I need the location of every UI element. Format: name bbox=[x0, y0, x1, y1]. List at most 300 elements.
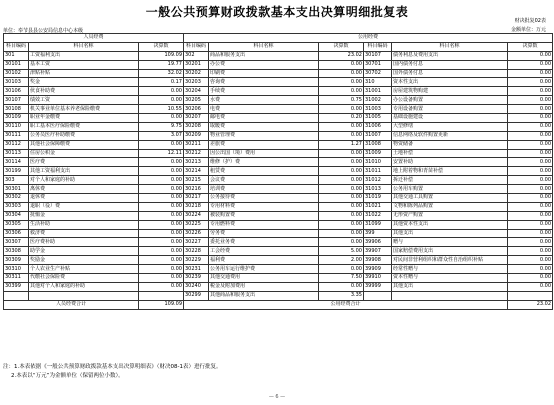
code-cell: 30310 bbox=[4, 265, 29, 274]
table-row bbox=[4, 87, 553, 96]
name-cell: 商品和服务支出 bbox=[209, 51, 319, 60]
amount-cell: 0.00 bbox=[319, 220, 364, 229]
amount-cell: 0.00 bbox=[139, 176, 184, 185]
name-cell: 信息网络及软件购置更新 bbox=[392, 131, 508, 140]
amount-cell: 0.00 bbox=[319, 149, 364, 158]
name-cell: 物资储备 bbox=[392, 140, 508, 149]
code-cell: 30111 bbox=[4, 131, 29, 140]
name-cell: 国外债务付息 bbox=[392, 69, 508, 78]
amount-cell: 0.00 bbox=[139, 202, 184, 211]
table-row bbox=[4, 211, 553, 220]
code-cell: 30218 bbox=[184, 202, 209, 211]
code-cell: 30308 bbox=[4, 247, 29, 256]
table-code: 财决批复02表 bbox=[514, 18, 546, 24]
code-cell: 30199 bbox=[4, 167, 29, 176]
table-row bbox=[4, 256, 553, 265]
amount-cell: 0.00 bbox=[139, 185, 184, 194]
name-cell: 其他支出 bbox=[392, 282, 508, 291]
code-cell: 30304 bbox=[4, 211, 29, 220]
personnel-total-label: 人员经费合计 bbox=[4, 300, 139, 309]
code-cell: 30303 bbox=[4, 202, 29, 211]
code-cell: 30231 bbox=[184, 265, 209, 274]
amount-cell: 0.00 bbox=[508, 105, 553, 114]
name-cell: 经常性赠与 bbox=[392, 265, 508, 274]
name-cell: 其他对个人和家庭的补助 bbox=[29, 282, 139, 291]
amount-cell: 0.00 bbox=[319, 131, 364, 140]
table-body bbox=[4, 51, 553, 300]
table-row bbox=[4, 149, 553, 158]
code-cell: 31099 bbox=[364, 220, 392, 229]
amount-cell: 0.00 bbox=[139, 265, 184, 274]
code-header: 科目编码 bbox=[364, 42, 392, 51]
amount-cell: 0.00 bbox=[508, 185, 553, 194]
table-row bbox=[4, 185, 553, 194]
code-cell: 39908 bbox=[364, 256, 392, 265]
money-unit: 金额单位：万元 bbox=[510, 27, 546, 33]
code-cell: 30203 bbox=[184, 78, 209, 87]
code-cell: 31013 bbox=[364, 185, 392, 194]
name-cell: 水费 bbox=[209, 96, 319, 105]
notes bbox=[3, 363, 221, 381]
code-cell: 30208 bbox=[184, 122, 209, 131]
code-cell: 302 bbox=[184, 51, 209, 60]
amount-cell: 0.00 bbox=[508, 238, 553, 247]
code-cell: 30108 bbox=[4, 105, 29, 114]
page-number: — 6 — bbox=[268, 394, 286, 400]
amount-cell: 0.00 bbox=[139, 158, 184, 167]
unit-label: 单位：奉节县县公安局信息中心本级 bbox=[3, 28, 84, 34]
code-cell: 30240 bbox=[184, 282, 209, 291]
table-row bbox=[4, 220, 553, 229]
code-cell: 30106 bbox=[4, 87, 29, 96]
amount-cell: 0.17 bbox=[139, 78, 184, 87]
amount-cell: 0.00 bbox=[139, 114, 184, 123]
code-cell: 30110 bbox=[4, 122, 29, 131]
code-cell: 31008 bbox=[364, 140, 392, 149]
amount-cell: 0.00 bbox=[139, 194, 184, 203]
table-row bbox=[4, 78, 553, 87]
amount-header: 决算数 bbox=[508, 42, 553, 51]
amount-cell: 0.00 bbox=[319, 69, 364, 78]
amount-cell: 0.00 bbox=[508, 282, 553, 291]
name-cell: 物业管理费 bbox=[209, 131, 319, 140]
amount-cell: 0.00 bbox=[508, 149, 553, 158]
table-row bbox=[4, 167, 553, 176]
name-cell: 伙食补助费 bbox=[29, 87, 139, 96]
amount-cell: 12.11 bbox=[139, 149, 184, 158]
name-cell: 专用材料费 bbox=[209, 202, 319, 211]
code-cell: 31003 bbox=[364, 105, 392, 114]
amount-cell: 0.00 bbox=[508, 122, 553, 131]
code-cell: 30113 bbox=[4, 149, 29, 158]
code-cell: 30213 bbox=[184, 158, 209, 167]
amount-cell: 0.00 bbox=[319, 238, 364, 247]
amount-cell: 0.00 bbox=[319, 167, 364, 176]
code-cell: 30109 bbox=[4, 114, 29, 123]
table-row bbox=[4, 282, 553, 291]
amount-cell: 0.00 bbox=[319, 211, 364, 220]
amount-cell: 0.00 bbox=[508, 220, 553, 229]
code-cell: 30227 bbox=[184, 238, 209, 247]
name-cell: 租赁费 bbox=[209, 167, 319, 176]
name-cell: 奖励金 bbox=[29, 256, 139, 265]
code-cell: 39999 bbox=[364, 282, 392, 291]
amount-cell: 0.00 bbox=[508, 69, 553, 78]
table-row bbox=[4, 176, 553, 185]
name-cell: 公务用车购置 bbox=[392, 185, 508, 194]
amount-cell: 0.00 bbox=[139, 256, 184, 265]
code-cell: 30209 bbox=[184, 131, 209, 140]
code-cell: 31011 bbox=[364, 167, 392, 176]
amount-cell: 0.00 bbox=[319, 60, 364, 69]
amount-cell bbox=[508, 291, 553, 300]
amount-cell: 0.00 bbox=[319, 194, 364, 203]
table-row bbox=[4, 131, 553, 140]
name-cell: 大型修缮 bbox=[392, 122, 508, 131]
amount-cell: 7.50 bbox=[319, 274, 364, 283]
code-cell: 30205 bbox=[184, 96, 209, 105]
amount-cell: 0.00 bbox=[139, 96, 184, 105]
amount-cell: 0.00 bbox=[319, 202, 364, 211]
name-cell: 机关事业单位基本养老保险缴费 bbox=[29, 105, 139, 114]
name-header: 科目名称 bbox=[29, 42, 139, 51]
name-cell: 绩效工资 bbox=[29, 96, 139, 105]
name-cell: 无形资产购置 bbox=[392, 211, 508, 220]
name-cell: 税金及附加费用 bbox=[209, 282, 319, 291]
amount-cell: 0.00 bbox=[139, 167, 184, 176]
code-cell: 30307 bbox=[4, 238, 29, 247]
name-cell: 助学金 bbox=[29, 247, 139, 256]
table-row bbox=[4, 274, 553, 283]
name-cell: 其他支出 bbox=[392, 229, 508, 238]
code-cell: 30217 bbox=[184, 194, 209, 203]
amount-cell: 0.00 bbox=[319, 229, 364, 238]
code-cell: 30101 bbox=[4, 60, 29, 69]
name-cell: 其他工资福利支出 bbox=[29, 167, 139, 176]
code-cell: 30202 bbox=[184, 69, 209, 78]
personnel-total-value: 109.09 bbox=[139, 300, 184, 309]
code-cell: 399 bbox=[364, 229, 392, 238]
name-cell: 医疗费补助 bbox=[29, 238, 139, 247]
amount-cell: 0.00 bbox=[508, 60, 553, 69]
amount-cell: 0.00 bbox=[139, 229, 184, 238]
name-cell: 印刷费 bbox=[209, 69, 319, 78]
table-row bbox=[4, 194, 553, 203]
amount-cell: 0.00 bbox=[508, 87, 553, 96]
table-row bbox=[4, 140, 553, 149]
name-cell: 工会经费 bbox=[209, 247, 319, 256]
code-cell bbox=[364, 291, 392, 300]
amount-cell: 0.00 bbox=[319, 87, 364, 96]
table-row bbox=[4, 60, 553, 69]
amount-cell: 32.02 bbox=[139, 69, 184, 78]
name-cell: 维修（护）费 bbox=[209, 158, 319, 167]
code-cell: 30302 bbox=[4, 194, 29, 203]
name-cell: 退职（役）费 bbox=[29, 202, 139, 211]
code-cell: 30103 bbox=[4, 78, 29, 87]
amount-cell: 3.35 bbox=[319, 291, 364, 300]
amount-cell: 0.00 bbox=[319, 185, 364, 194]
code-cell: 31001 bbox=[364, 87, 392, 96]
code-cell: 30207 bbox=[184, 114, 209, 123]
name-cell: 其他商品和服务支出 bbox=[209, 291, 319, 300]
table-row bbox=[4, 229, 553, 238]
table-row bbox=[4, 202, 553, 211]
code-cell: 31007 bbox=[364, 131, 392, 140]
totals-row bbox=[4, 300, 553, 309]
public-group-header: 公用经费 bbox=[184, 34, 553, 43]
amount-cell: 0.00 bbox=[139, 238, 184, 247]
code-cell: 30306 bbox=[4, 229, 29, 238]
amount-cell: 0.00 bbox=[508, 229, 553, 238]
amount-cell: 2.00 bbox=[319, 256, 364, 265]
code-header: 科目编码 bbox=[4, 42, 29, 51]
page-title: 一般公共预算财政拨款基本支出决算明细批复表 bbox=[145, 5, 409, 19]
amount-cell: 0.00 bbox=[319, 78, 364, 87]
name-cell: 工资福利支出 bbox=[29, 51, 139, 60]
code-cell: 31010 bbox=[364, 158, 392, 167]
code-cell: 30112 bbox=[4, 140, 29, 149]
code-cell: 310 bbox=[364, 78, 392, 87]
name-cell: 职工基本医疗保险缴费 bbox=[29, 122, 139, 131]
table-row bbox=[4, 114, 553, 123]
name-cell: 取暖费 bbox=[209, 122, 319, 131]
amount-cell: 0.00 bbox=[508, 256, 553, 265]
name-cell: 基本工资 bbox=[29, 60, 139, 69]
code-cell: 30301 bbox=[4, 185, 29, 194]
name-cell: 个人农业生产补贴 bbox=[29, 265, 139, 274]
table-row bbox=[4, 51, 553, 60]
name-cell: 电费 bbox=[209, 105, 319, 114]
amount-cell: 1.27 bbox=[319, 140, 364, 149]
amount-cell: 9.75 bbox=[139, 122, 184, 131]
name-cell: 其他社会保障缴费 bbox=[29, 140, 139, 149]
amount-cell: 0.00 bbox=[508, 51, 553, 60]
amount-cell: 0.00 bbox=[508, 211, 553, 220]
amount-cell: 0.00 bbox=[508, 265, 553, 274]
name-cell: 对民间非营利组织和群众性自治组织补贴 bbox=[392, 256, 508, 265]
code-cell bbox=[4, 291, 29, 300]
name-cell: 资本性支出 bbox=[392, 78, 508, 87]
code-cell: 30211 bbox=[184, 140, 209, 149]
name-cell: 退休费 bbox=[29, 194, 139, 203]
code-cell: 30225 bbox=[184, 220, 209, 229]
amount-cell: 0.00 bbox=[508, 131, 553, 140]
table-row bbox=[4, 291, 553, 300]
amount-header: 决算数 bbox=[139, 42, 184, 51]
name-cell: 土地补偿 bbox=[392, 149, 508, 158]
amount-cell: 0.00 bbox=[139, 140, 184, 149]
table-row bbox=[4, 96, 553, 105]
code-cell: 31009 bbox=[364, 149, 392, 158]
name-header: 科目名称 bbox=[209, 42, 319, 51]
personnel-group-header: 人员经费 bbox=[4, 34, 184, 43]
code-cell: 31012 bbox=[364, 176, 392, 185]
code-cell: 30107 bbox=[4, 96, 29, 105]
name-cell: 其他交通工具购置 bbox=[392, 194, 508, 203]
code-cell: 30305 bbox=[4, 220, 29, 229]
amount-cell: 10.55 bbox=[139, 105, 184, 114]
name-cell: 债务利息及费用支出 bbox=[392, 51, 508, 60]
name-cell: 国家赔偿费用支出 bbox=[392, 247, 508, 256]
code-cell: 30226 bbox=[184, 229, 209, 238]
name-cell: 公务员医疗补助缴费 bbox=[29, 131, 139, 140]
amount-cell: 0.00 bbox=[319, 265, 364, 274]
name-cell: 手续费 bbox=[209, 87, 319, 96]
name-cell: 专用设备购置 bbox=[392, 105, 508, 114]
code-cell: 31021 bbox=[364, 202, 392, 211]
public-total-value: 23.02 bbox=[508, 300, 553, 309]
table-row bbox=[4, 247, 553, 256]
amount-cell: 0.00 bbox=[319, 105, 364, 114]
code-cell: 30206 bbox=[184, 105, 209, 114]
amount-cell: 109.09 bbox=[139, 51, 184, 60]
amount-cell: 3.07 bbox=[139, 131, 184, 140]
code-cell: 31006 bbox=[364, 122, 392, 131]
name-cell: 救济费 bbox=[29, 229, 139, 238]
amount-cell: 0.00 bbox=[139, 247, 184, 256]
amount-cell bbox=[139, 291, 184, 300]
code-cell: 30201 bbox=[184, 60, 209, 69]
amount-cell: 0.00 bbox=[508, 247, 553, 256]
table-row bbox=[4, 158, 553, 167]
note-line: 2.本表以“万元”为金额单位（保留两位小数）。 bbox=[11, 373, 124, 379]
amount-cell: 0.00 bbox=[319, 122, 364, 131]
amount-cell: 0.00 bbox=[508, 202, 553, 211]
name-cell: 奖金 bbox=[29, 78, 139, 87]
note-line: 注：1.本表依据《一般公共预算财政拨款基本支出决算明细表》（财决08-1表）进行批复。 bbox=[3, 364, 222, 370]
code-cell: 30212 bbox=[184, 149, 209, 158]
amount-cell: 0.00 bbox=[139, 274, 184, 283]
name-cell: 住房公积金 bbox=[29, 149, 139, 158]
amount-cell: 0.20 bbox=[319, 114, 364, 123]
name-cell: 安置补助 bbox=[392, 158, 508, 167]
amount-cell: 23.02 bbox=[319, 51, 364, 60]
name-cell: 差旅费 bbox=[209, 140, 319, 149]
name-cell: 被装购置费 bbox=[209, 211, 319, 220]
amount-cell: 0.00 bbox=[139, 87, 184, 96]
name-cell: 因公出国（境）费用 bbox=[209, 149, 319, 158]
amount-cell: 0.00 bbox=[508, 167, 553, 176]
code-cell: 30239 bbox=[184, 274, 209, 283]
amount-cell: 0.00 bbox=[319, 176, 364, 185]
code-cell: 39907 bbox=[364, 247, 392, 256]
public-total-label: 公用经费合计 bbox=[184, 300, 508, 309]
code-cell: 30114 bbox=[4, 158, 29, 167]
table-row bbox=[4, 122, 553, 131]
code-header: 科目编码 bbox=[184, 42, 209, 51]
name-cell: 其他交通费用 bbox=[209, 274, 319, 283]
name-cell: 地上附着物和青苗补偿 bbox=[392, 167, 508, 176]
name-cell: 医疗费 bbox=[29, 158, 139, 167]
name-cell: 公务接待费 bbox=[209, 194, 319, 203]
code-cell: 30311 bbox=[4, 274, 29, 283]
code-cell: 30702 bbox=[364, 69, 392, 78]
name-cell: 办公费 bbox=[209, 60, 319, 69]
name-cell: 劳务费 bbox=[209, 229, 319, 238]
name-cell: 委托业务费 bbox=[209, 238, 319, 247]
code-cell: 30299 bbox=[184, 291, 209, 300]
name-cell: 房屋建筑物购建 bbox=[392, 87, 508, 96]
name-cell: 公务用车运行维护费 bbox=[209, 265, 319, 274]
table-row bbox=[4, 105, 553, 114]
code-cell: 30102 bbox=[4, 69, 29, 78]
amount-cell: 0.00 bbox=[319, 158, 364, 167]
amount-cell: 0.00 bbox=[508, 78, 553, 87]
code-cell: 30214 bbox=[184, 167, 209, 176]
name-cell: 邮电费 bbox=[209, 114, 319, 123]
name-cell: 会议费 bbox=[209, 176, 319, 185]
name-cell: 拆迁补偿 bbox=[392, 176, 508, 185]
amount-cell: 0.00 bbox=[508, 158, 553, 167]
amount-header: 决算数 bbox=[319, 42, 364, 51]
name-cell: 专用燃料费 bbox=[209, 220, 319, 229]
name-cell: 福利费 bbox=[209, 256, 319, 265]
name-cell: 抚恤金 bbox=[29, 211, 139, 220]
expenditure-table bbox=[3, 33, 553, 310]
name-cell: 培训费 bbox=[209, 185, 319, 194]
code-cell: 303 bbox=[4, 176, 29, 185]
name-cell bbox=[392, 291, 508, 300]
name-cell bbox=[29, 291, 139, 300]
code-cell: 39909 bbox=[364, 265, 392, 274]
code-cell: 31019 bbox=[364, 194, 392, 203]
table-row bbox=[4, 69, 553, 78]
code-cell: 30229 bbox=[184, 256, 209, 265]
amount-cell: 0.00 bbox=[508, 194, 553, 203]
amount-cell: 0.00 bbox=[139, 282, 184, 291]
amount-cell: 0.00 bbox=[139, 220, 184, 229]
name-cell: 文物和陈列品购置 bbox=[392, 202, 508, 211]
name-cell: 津贴补贴 bbox=[29, 69, 139, 78]
amount-cell: 0.75 bbox=[319, 96, 364, 105]
name-cell: 其他资本性支出 bbox=[392, 220, 508, 229]
code-cell: 39906 bbox=[364, 238, 392, 247]
amount-cell: 0.00 bbox=[139, 211, 184, 220]
table-row bbox=[4, 238, 553, 247]
name-cell: 职业年金缴费 bbox=[29, 114, 139, 123]
table-row bbox=[4, 265, 553, 274]
name-cell: 离休费 bbox=[29, 185, 139, 194]
code-cell: 31002 bbox=[364, 96, 392, 105]
name-cell: 资本性赠与 bbox=[392, 274, 508, 283]
code-cell: 30701 bbox=[364, 60, 392, 69]
code-cell: 39910 bbox=[364, 274, 392, 283]
amount-cell: 0.00 bbox=[508, 114, 553, 123]
code-cell: 31005 bbox=[364, 114, 392, 123]
code-cell: 30224 bbox=[184, 211, 209, 220]
name-header: 科目名称 bbox=[392, 42, 508, 51]
code-cell: 30215 bbox=[184, 176, 209, 185]
code-cell: 30309 bbox=[4, 256, 29, 265]
amount-cell: 5.00 bbox=[319, 247, 364, 256]
code-cell: 30107 bbox=[364, 51, 392, 60]
amount-cell: 0.00 bbox=[319, 282, 364, 291]
amount-cell: 0.00 bbox=[508, 96, 553, 105]
name-cell: 基础设施建设 bbox=[392, 114, 508, 123]
name-cell: 生活补助 bbox=[29, 220, 139, 229]
amount-cell: 0.00 bbox=[508, 140, 553, 149]
code-cell: 30399 bbox=[4, 282, 29, 291]
code-cell: 30204 bbox=[184, 87, 209, 96]
code-cell: 301 bbox=[4, 51, 29, 60]
name-cell: 国内债务付息 bbox=[392, 60, 508, 69]
name-cell: 对个人和家庭的补助 bbox=[29, 176, 139, 185]
amount-cell: 19.77 bbox=[139, 60, 184, 69]
code-cell: 30228 bbox=[184, 247, 209, 256]
name-cell: 赠与 bbox=[392, 238, 508, 247]
code-cell: 31022 bbox=[364, 211, 392, 220]
